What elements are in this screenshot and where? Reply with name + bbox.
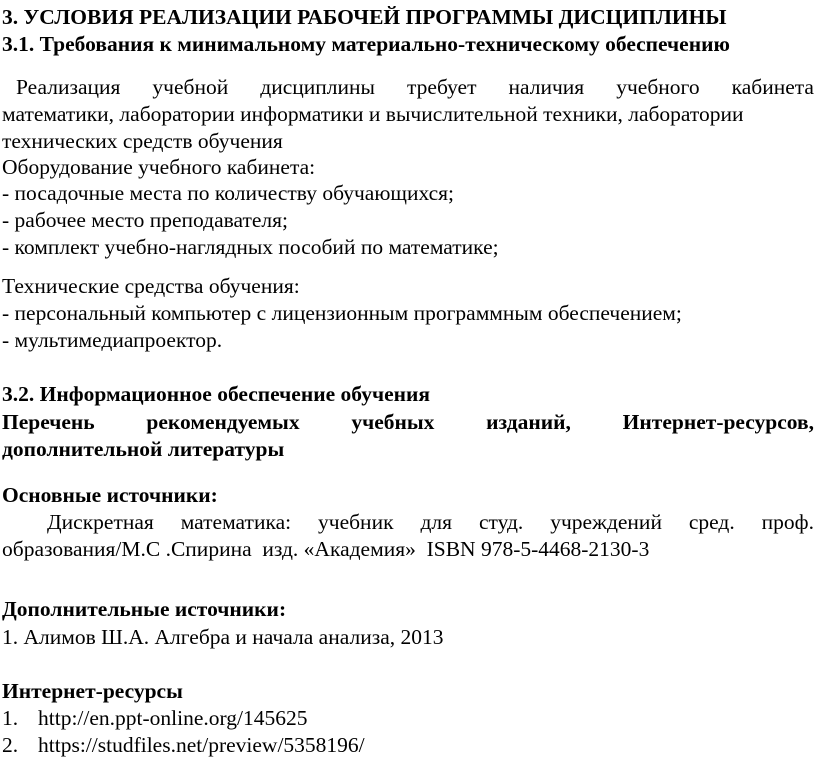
- section-3-heading: 3. УСЛОВИЯ РЕАЛИЗАЦИИ РАБОЧЕЙ ПРОГРАММЫ ДИСЦИПЛИНЫ: [2, 5, 727, 29]
- resource-link[interactable]: http://en.ppt-online.org/145625: [38, 706, 308, 730]
- source-word: Дискретная: [47, 510, 154, 534]
- intro-word: кабинета: [731, 75, 814, 99]
- list-heading-word: учебных: [351, 410, 435, 434]
- additional-source-item: 1. Алимов Ш.А. Алгебра и начала анализа, 2013: [2, 625, 444, 649]
- list-number: 2.: [2, 733, 19, 757]
- source-word: сред.: [688, 510, 735, 534]
- list-heading-line-2: дополнительной литературы: [2, 437, 285, 461]
- intro-word: учебной: [152, 75, 229, 99]
- main-source-line-1: [2, 509, 814, 535]
- source-word: учебник: [318, 510, 394, 534]
- list-heading-word: изданий,: [486, 410, 571, 434]
- list-heading-word: Интернет-ресурсов,: [622, 410, 814, 434]
- equipment-item: - рабочее место преподавателя;: [2, 208, 288, 232]
- intro-word: учебного: [616, 75, 700, 99]
- equipment-item: - посадочные места по количеству обучающихся;: [2, 181, 454, 205]
- list-heading-word: рекомендуемых: [146, 410, 300, 434]
- tech-item: - персональный компьютер с лицензионным программным обеспечением;: [2, 301, 682, 325]
- internet-resource-item: [2, 732, 365, 758]
- section-3-2-heading: 3.2. Информационное обеспечение обучения: [2, 382, 431, 406]
- source-word: студ.: [478, 510, 524, 534]
- source-word: математика:: [180, 510, 292, 534]
- intro-word: наличия: [508, 75, 585, 99]
- intro-line-1: [2, 74, 814, 100]
- source-word: проф.: [761, 510, 814, 534]
- section-3-1-heading: 3.1. Требования к минимальному материально-техническому обеспечению: [2, 32, 730, 56]
- intro-word: Реализация: [16, 75, 121, 99]
- tech-title: Технические средства обучения:: [2, 274, 300, 298]
- internet-resource-item: [2, 705, 308, 731]
- source-word: учреждений: [550, 510, 662, 534]
- intro-line-2: математики, лаборатории информатики и вычислительной техники, лаборатории: [2, 102, 744, 126]
- tech-item: - мультимедиапроектор.: [2, 328, 223, 352]
- additional-sources-title: Дополнительные источники:: [2, 597, 287, 621]
- list-number: 1.: [2, 706, 19, 730]
- intro-word: требует: [407, 75, 477, 99]
- equipment-item: - комплект учебно-наглядных пособий по математике;: [2, 235, 499, 259]
- intro-word: дисциплины: [260, 75, 375, 99]
- main-sources-title: Основные источники:: [2, 483, 218, 507]
- intro-line-3: технических средств обучения: [2, 129, 283, 153]
- equipment-title: Оборудование учебного кабинета:: [2, 155, 316, 179]
- list-heading-line-1: [2, 409, 814, 435]
- resource-link[interactable]: https://studfiles.net/preview/5358196/: [38, 733, 365, 757]
- list-heading-word: Перечень: [2, 410, 95, 434]
- internet-resources-title: Интернет-ресурсы: [2, 679, 183, 703]
- source-word: для: [420, 510, 453, 534]
- main-source-line-2: образования/М.С .Спирина изд. «Академия» ISBN 978-5-4468-2130-3: [2, 537, 650, 561]
